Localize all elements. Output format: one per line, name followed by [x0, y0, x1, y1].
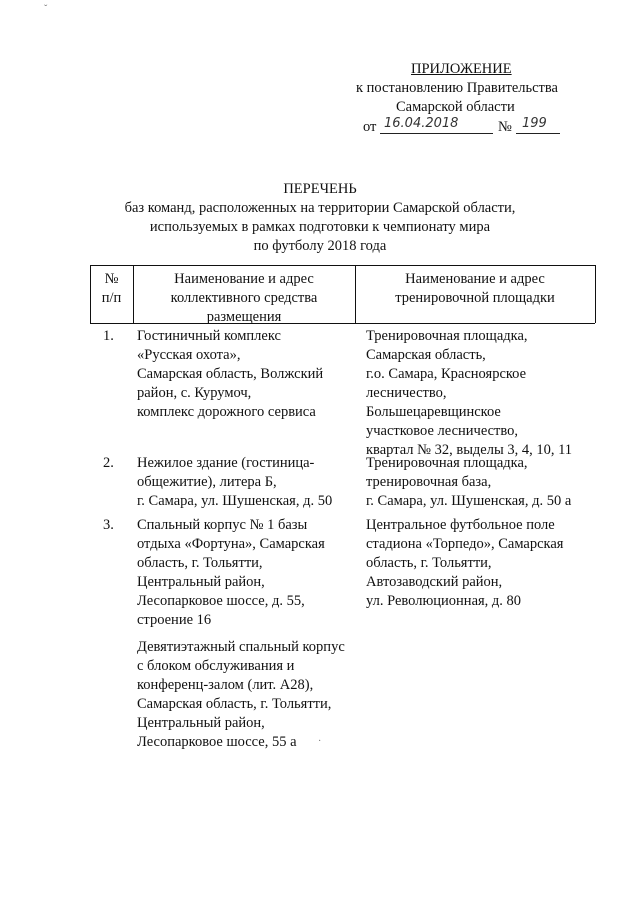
header-accommodation: Наименование и адрес — [174, 271, 314, 287]
accommodation-line: район, с. Курумоч, — [137, 385, 252, 401]
accommodation-extra-line: с блоком обслуживания и — [137, 658, 295, 674]
table-right-border — [595, 265, 596, 323]
header-training: Наименование и адрес — [405, 271, 545, 287]
number-underline — [516, 133, 560, 134]
accommodation-line: Самарская область, Волжский — [137, 366, 324, 382]
from-label: от — [363, 119, 377, 135]
accommodation-line: Гостиничный комплекс — [137, 328, 281, 344]
document-title: ПЕРЕЧЕНЬ — [283, 181, 357, 197]
appendix-title: ПРИЛОЖЕНИЕ — [411, 61, 512, 77]
accommodation-line: общежитие), литера Б, — [137, 474, 277, 490]
training-line: Центральное футбольное поле — [366, 517, 555, 533]
row-number: 1. — [103, 328, 114, 344]
training-line: область, г. Тольятти, — [366, 555, 492, 571]
training-line: участковое лесничество, — [366, 423, 519, 439]
training-line: ул. Революционная, д. 80 — [366, 593, 522, 609]
training-line: Тренировочная площадка, — [366, 455, 528, 471]
training-line: Автозаводский район, — [366, 574, 503, 590]
heading-line: баз команд, расположенных на территории Самарской области, — [124, 200, 516, 216]
training-line: квартал № 32, выделы 3, 4, 10, 11 — [366, 442, 573, 458]
training-line: Тренировочная площадка, — [366, 328, 528, 344]
row-number: 2. — [103, 455, 114, 471]
date-underline — [380, 133, 493, 134]
accommodation-extra-line: Самарская область, г. Тольятти, — [137, 696, 332, 712]
accommodation-line: Спальный корпус № 1 базы — [137, 517, 308, 533]
header-training: тренировочной площадки — [395, 290, 555, 306]
accommodation-line: Лесопарковое шоссе, д. 55, — [137, 593, 305, 609]
training-line: г.о. Самара, Красноярское — [366, 366, 527, 382]
training-line: лесничество, — [366, 385, 447, 401]
accommodation-line: «Русская охота», — [137, 347, 241, 363]
appendix-line: к постановлению Правительства — [356, 80, 558, 96]
training-line: Большецаревщинское — [366, 404, 501, 420]
header-accommodation: коллективного средства — [170, 290, 318, 306]
scan-mark: · — [318, 736, 322, 747]
training-line: г. Самара, ул. Шушенская, д. 50 а — [366, 493, 572, 509]
accommodation-extra-line: Центральный район, — [137, 715, 265, 731]
training-line: стадиона «Торпедо», Самарская — [366, 536, 564, 552]
table-top-border — [90, 265, 595, 266]
accommodation-line: область, г. Тольятти, — [137, 555, 263, 571]
header-num: № — [104, 271, 119, 287]
accommodation-line: комплекс дорожного сервиса — [137, 404, 316, 420]
accommodation-line: строение 16 — [137, 612, 212, 628]
handwritten-number: 199 — [522, 116, 547, 131]
accommodation-line: отдыха «Фортуна», Самарская — [137, 536, 325, 552]
handwritten-date: 16.04.2018 — [384, 116, 459, 131]
accommodation-line: Нежилое здание (гостиница- — [137, 455, 315, 471]
heading-line: по футболу 2018 года — [253, 238, 387, 254]
appendix-line: Самарской области — [396, 99, 515, 115]
training-line: Самарская область, — [366, 347, 486, 363]
accommodation-line: г. Самара, ул. Шушенская, д. 50 — [137, 493, 333, 509]
header-accommodation: размещения — [206, 309, 282, 325]
number-label: № — [498, 119, 512, 135]
scan-mark: ˇ — [44, 4, 48, 15]
header-num: п/п — [101, 290, 122, 306]
accommodation-line: Центральный район, — [137, 574, 265, 590]
accommodation-extra-line: конференц-залом (лит. А28), — [137, 677, 314, 693]
accommodation-extra-line: Лесопарковое шоссе, 55 а — [137, 734, 297, 750]
training-line: тренировочная база, — [366, 474, 492, 490]
heading-line: используемых в рамках подготовки к чемпионату мира — [149, 219, 491, 235]
accommodation-extra-line: Девятиэтажный спальный корпус — [137, 639, 345, 655]
row-number: 3. — [103, 517, 114, 533]
